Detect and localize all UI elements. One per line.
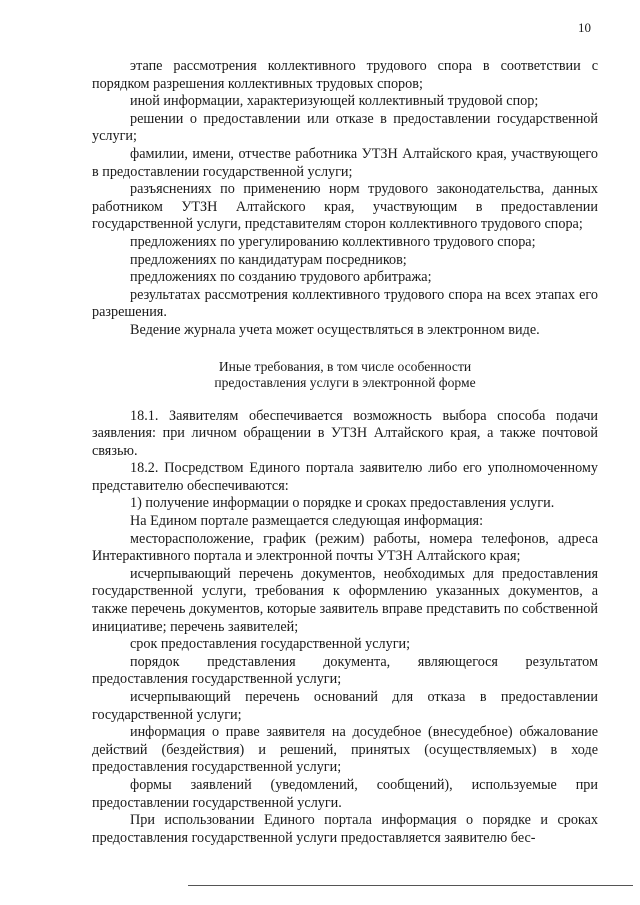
document-body: [92, 58, 598, 847]
paragraph: информация о праве заявителя на досудебное (внесудебное) обжалование действий (бездействия) и решений, принятых (осуществляемых) в ходе предоставления государственной услуги;: [92, 724, 598, 776]
paragraph: На Едином портале размещается следующая информация:: [130, 513, 484, 530]
section-heading-line: Иные требования, в том числе особенности: [218, 358, 472, 374]
paragraph: При использовании Единого портала информация о порядке и сроках предоставления государственной услуги предоставляется заявителю бес-: [92, 812, 598, 846]
paragraph: месторасположение, график (режим) работы, номера телефонов, адреса Интерактивного портала и электронной почты УТЗН Алтайского края;: [92, 530, 598, 565]
paragraph: 1) получение информации о порядке и сроках предоставления услуги.: [130, 495, 555, 512]
bottom-divider: [188, 885, 633, 886]
paragraph: разъяснениях по применению норм трудового законодательства, данных работником УТЗН Алтайского края, участвующим в предоставлении государственной услуги, представителям сторон коллективного трудового спора;: [92, 181, 598, 233]
section-heading: [92, 359, 598, 391]
paragraph: иной информации, характеризующей коллективный трудовой спор;: [130, 93, 539, 110]
paragraph: формы заявлений (уведомлений, сообщений), используемые при предоставлении государственной услуги.: [92, 776, 598, 811]
paragraph: 18.1. Заявителям обеспечивается возможность выбора способа подачи заявления: при личном обращении в УТЗН Алтайского края, а также почтовой связью.: [92, 407, 598, 459]
paragraph: решении о предоставлении или отказе в предоставлении государственной услуги;: [92, 110, 598, 145]
paragraph: фамилии, имени, отчестве работника УТЗН Алтайского края, участвующего в предоставлении государственной услуги;: [92, 145, 598, 180]
paragraph: 18.2. Посредством Единого портала заявителю либо его уполномоченному представителю обеспечиваются:: [92, 460, 598, 494]
paragraph: исчерпывающий перечень документов, необходимых для предоставления государственной услуги, требования к оформлению указанных документов, а также перечень документов, которые заявитель вправе представить по собственной инициативе; перечень заявителей;: [92, 565, 598, 635]
paragraph: предложениях по созданию трудового арбитража;: [130, 269, 432, 286]
paragraph: предложениях по урегулированию коллективного трудового спора;: [130, 233, 536, 250]
paragraph: результатах рассмотрения коллективного трудового спора на всех этапах его разрешения.: [92, 286, 598, 321]
paragraph: срок предоставления государственной услуги;: [130, 636, 411, 653]
paragraph: порядок представления документа, являющегося результатом предоставления государственной услуги;: [92, 653, 598, 688]
paragraph: предложениях по кандидатурам посредников;: [130, 251, 407, 268]
paragraph: этапе рассмотрения коллективного трудового спора в соответствии с порядком разрешения коллективных трудовых споров;: [92, 58, 598, 92]
section-heading-line: предоставления услуги в электронной форме: [214, 374, 476, 390]
paragraph: исчерпывающий перечень оснований для отказа в предоставлении государственной услуги;: [92, 689, 598, 723]
page-number: 10: [578, 20, 591, 35]
paragraph: Ведение журнала учета может осуществляться в электронном виде.: [130, 321, 540, 338]
